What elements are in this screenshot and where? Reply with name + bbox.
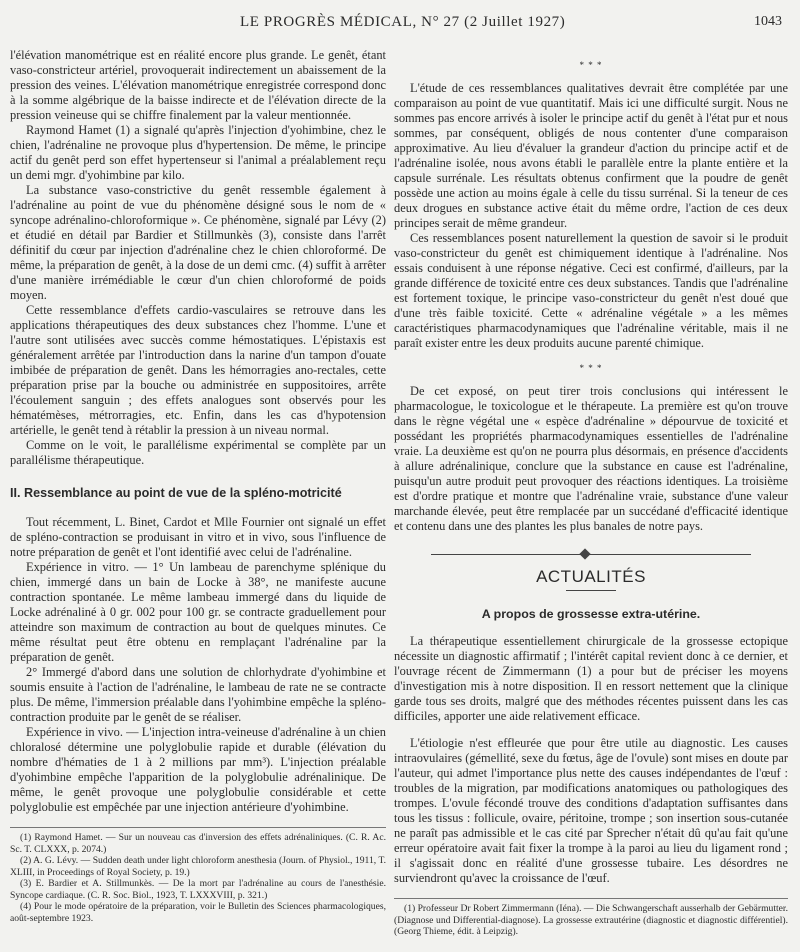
journal-title: LE PROGRÈS MÉDICAL, N° 27 (2 Juillet 1927): [240, 14, 566, 30]
left-column: [10, 48, 386, 924]
footnote: (2) A. G. Lévy. — Sudden death under light chloroform anesthesia (Journ. of Physiol., 1911, T. XLIII, in Proceedings of Royal Society, p. 19.): [10, 855, 386, 878]
footnote: (1) Professeur Dr Robert Zimmermann (Iéna). — Die Schwangerschaft ausserhalb der Gebärmutter. (Diagnose und Differential-diagnose). La grossesse extrautérine (diagnostic et diagnostic différentiel). (Georg Thieme, édit. à Leipzig).: [394, 903, 788, 937]
short-rule: [566, 590, 616, 591]
page-number: 1043: [754, 14, 782, 29]
paragraph: Expérience in vivo. — L'injection intra-veineuse d'adrénaline à un chien chloralosé détermine une polyglobulie rapide et durable (élévation du nombre d'hématies de 1 à 2 millions par mm³). L'injection préalable d'yohimbine empêche l'apparition de la polyglobulie adrénalinique. De même, le genêt provoque une polyglobulie considérable et cette polyglobulie est empêchée par une injection antérieure d'yohimbine.: [10, 725, 386, 814]
paragraph: Raymond Hamet (1) a signalé qu'après l'injection d'yohimbine, chez le chien, l'adrénaline ne provoque plus d'hypertension. De même, le principe actif du genêt perd son effet hypertenseur si l'animal a préalablement reçu un demi mgr. d'yohimbine par kilo.: [10, 123, 386, 182]
right-column: [394, 48, 788, 938]
ornament-rule: [431, 554, 751, 557]
paragraph: 2° Immergé d'abord dans une solution de chlorhydrate d'yohimbine et soumis ensuite à l'action de l'adrénaline, le lambeau de rate ne se contracte plus. De même, l'immersion préalable dans l'yohimbine empêche la spléno-contraction produite par le genêt de se réaliser.: [10, 665, 386, 724]
paragraph: De cet exposé, on peut tirer trois conclusions qui intéressent le pharmacologue, le toxicologue et le thérapeute. La première est qu'on trouve dans le règne végétal une « espèce d'adrénaline » dépourvue de toxicité et possédant les propriétés pharmacodynamiques essentielles de l'adrénaline vraie. La deuxième est qu'on ne pourra plus désormais, en présence d'accidents à allure adrénalinique, conclure que la substance en cause est l'adrénaline, puisqu'un autre produit peut provoquer des réactions identiques. La troisième est d'ordre pratique et montre que l'adrénaline vraie, substance d'une valeur marchande élevée, peut être remplacée par un succédané d'efficacité identique et contenu dans une des plantes les plus banales de notre pays.: [394, 384, 788, 533]
paragraph: Cette ressemblance d'effets cardio-vasculaires se retrouve dans les applications thérapeutiques des deux substances chez l'homme. L'une et l'autre sont utilisées avec succès comme hémostatiques. L'épistaxis est généralement arrêtée par l'introduction dans la narine d'un tampon d'ouate imbibée de préparation de genêt. Dans les hémorragies ano-rectales, cette préparation prise par la bouche ou administrée en suppositoires, arrête l'écoulement sanguin ; des effets analogues sont observés pour les hématémèses, métrorragies, etc. Enfin, dans les cas d'hypotension artérielle, le genêt tend à rétablir la pression à un niveau normal.: [10, 303, 386, 437]
paragraph: l'élévation manométrique est en réalité encore plus grande. Le genêt, étant vaso-constricteur artériel, provoquerait indirectement un abaissement de la pression des veines. L'élévation manométrique enregistrée correspond donc à la somme algébrique de la baisse indirecte et de l'élévation directe de la pression veineuse qui se chiffre finalement par la valeur mentionnée.: [10, 48, 386, 122]
paragraph: Comme on le voit, le parallélisme expérimental se complète par un parallélisme thérapeutique.: [10, 438, 386, 467]
section-separator: * * *: [579, 60, 603, 70]
footnote: (1) Raymond Hamet. — Sur un nouveau cas d'inversion des effets adrénaliniques. (C. R. Ac. Sc. T. CLXXX, p. 2074.): [10, 832, 386, 855]
paragraph: L'étude de ces ressemblances qualitatives devrait être complétée par une comparaison au point de vue quantitatif. Mais ici une difficulté surgit. Nous ne sommes pas encore arrivés à isoler le principe actif du genêt à l'état pur et nous sommes, par conséquent, obligés de nous contenter d'une comparaison approximative. Au lieu d'évaluer la grandeur d'action du principe actif et de l'adrénaline isolée, nous avons établi le parallèle entre la plante entière et la capsule surrénale. Les résultats obtenus confirment que la poudre de genêt possède une action au moins égale à celle du tissu surrénal. Si la teneur de ces deux drogues en substance active était du même ordre, l'action de ces deux principes serait de même grandeur.: [394, 81, 788, 230]
spacer: [394, 724, 788, 736]
paragraph: La substance vaso-constrictive du genêt ressemble également à l'adrénaline au point de vue du phénomène désigné sous le nom de « syncope adrénalino-chloroformique ». Ce phénomène, signalé par Lévy (2) et étudié en détail par Bardier et Stillmunkès (3), consiste dans l'arrêt définitif du cœur par injection d'adrénaline chez le chien chloroformé. De même, la préparation de genêt, à la dose de un demi cmc. (4) suffit à arrêter d'une manière irrémédiable le cœur d'un chien chloroformé de poids moyen.: [10, 183, 386, 302]
paragraph: La thérapeutique essentiellement chirurgicale de la grossesse ectopique nécessite un diagnostic affirmatif ; l'intérêt capital revient donc à ce dernier, et l'ouvrage récent de Zimmermann (1) a pour but de préciser les moyens d'investigation mis à notre disposition. Il en ressort nettement que la clinique garde tous ses droits, malgré que des méthodes récentes puissent dans les cas difficiles, apporter une aide relativement efficace.: [394, 634, 788, 723]
section-separator: * * *: [579, 363, 603, 373]
footnote: (4) Pour le mode opératoire de la préparation, voir le Bulletin des Sciences pharmacologiques, août-septembre 1923.: [10, 901, 386, 924]
footnotes: [10, 827, 386, 924]
actualites-block: [394, 554, 788, 591]
paragraph: Ces ressemblances posent naturellement la question de savoir si le produit vaso-constricteur du genêt est chimiquement identique à l'adrénaline. Nos essais conduisent à une réponse négative. Ceci est confirmé, d'ailleurs, par la grande différence de toxicité entre ces deux substances. Tandis que l'adrénaline est fortement toxique, le principe vaso-constricteur du genêt n'est doué que d'une très faible toxicité. Cette « adrénaline végétale » a les mêmes caractéristiques pharmacodynamiques que l'adrénaline véritable, mais il ne paraît exister entre les deux produits aucune parenté chimique.: [394, 231, 788, 350]
section-title-actualites: ACTUALITÉS: [536, 567, 646, 586]
running-header: [0, 14, 800, 36]
paragraph: Tout récemment, L. Binet, Cardot et Mlle Fournier ont signalé un effet de spléno-contraction se produisant in vitro et in vivo, sous l'influence de notre préparation de genêt et l'ont identifié avec celui de l'adrénaline.: [10, 515, 386, 559]
ornament-diamond-icon: [579, 548, 590, 559]
footnote: (3) E. Bardier et A. Stillmunkès. — De la mort par l'adrénaline au cours de l'anesthésie. Syncope cardiaque. (C. R. Soc. Biol., 1923, T. LXXXVIII, p. 321.): [10, 878, 386, 901]
article-subheading: A propos de grossesse extra-utérine.: [481, 607, 701, 621]
footnotes: [394, 898, 788, 938]
section-heading: II. Ressemblance au point de vue de la spléno-motricité: [10, 486, 342, 500]
paragraph: Expérience in vitro. — 1° Un lambeau de parenchyme splénique du chien, immergé dans un bain de Locke à 38°, ne manifeste aucune contraction spontanée. Le même lambeau immergé dans du liquide de Locke adrénaliné à 0 gr. 002 pour 100 gr. se contracte graduellement pour atteindre son maximum de contraction au bout de quelques minutes. Ce même résultat peut être obtenu en remplaçant l'adrénaline par la préparation de genêt.: [10, 560, 386, 664]
paragraph: L'étiologie n'est effleurée que pour être utile au diagnostic. Les causes intraovulaires (gémellité, sexe du fœtus, âge de l'ovule) sont mises en doute par l'auteur, qui admet l'importance plus nette des causes indépendantes de l'œuf : troubles de la migration, par modifications anatomiques ou pathologiques des trompes. L'ovule fécondé trouve des conditions d'adaptation suffisantes dans tous les tissus : follicule, ovaire, péritoine, trompe ; son insertion sous-cutanée ne paraît pas admissible et le cas cité par Sprecher n'était dû qu'au fait qu'une erreur opératoire avait fait fixer la trompe à la paroi au lieu du ligament rond ; il s'agissait donc en réalité d'une grossesse tubaire. Les désordres ne surviendront qu'avec la croissance de l'œuf.: [394, 736, 788, 885]
